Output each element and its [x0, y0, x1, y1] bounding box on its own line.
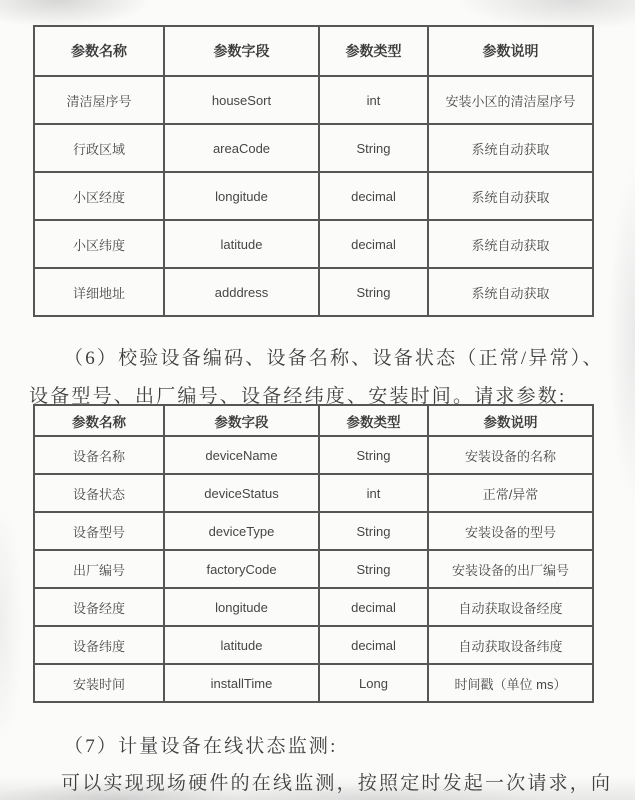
cell-param-field: longitude	[164, 588, 319, 626]
cell-param-type: String	[319, 268, 428, 316]
cell-param-desc: 系统自动获取	[428, 268, 593, 316]
column-header-field: 参数字段	[164, 26, 319, 76]
cell-param-type: decimal	[319, 626, 428, 664]
column-header-name: 参数名称	[34, 26, 164, 76]
column-header-desc: 参数说明	[428, 405, 593, 436]
cell-param-type: Long	[319, 664, 428, 702]
cell-param-name: 设备型号	[34, 512, 164, 550]
column-header-desc: 参数说明	[428, 26, 593, 76]
paragraph-item-7: （7）计量设备在线状态监测:	[64, 736, 338, 757]
cell-param-field: deviceName	[164, 436, 319, 474]
column-header-type: 参数类型	[319, 405, 428, 436]
cell-param-field: adddress	[164, 268, 319, 316]
table-row	[34, 268, 593, 316]
column-header-field: 参数字段	[164, 405, 319, 436]
table-row	[34, 172, 593, 220]
cell-param-type: String	[319, 436, 428, 474]
cell-param-desc: 自动获取设备纬度	[428, 626, 593, 664]
cell-param-name: 清洁屋序号	[34, 76, 164, 124]
table-row	[34, 588, 593, 626]
cell-param-name: 设备状态	[34, 474, 164, 512]
cell-param-name: 小区纬度	[34, 220, 164, 268]
paragraph-item-6-line-2: 设备型号、出厂编号、设备经纬度、安装时间。请求参数:	[29, 386, 567, 407]
cell-param-field: latitude	[164, 626, 319, 664]
parameter-table-device	[33, 404, 594, 703]
table-row	[34, 436, 593, 474]
table-row	[34, 76, 593, 124]
cell-param-type: decimal	[319, 172, 428, 220]
parameter-table-house	[33, 25, 594, 317]
cell-param-type: String	[319, 550, 428, 588]
cell-param-field: factoryCode	[164, 550, 319, 588]
cell-param-field: latitude	[164, 220, 319, 268]
cell-param-field: houseSort	[164, 76, 319, 124]
cell-param-name: 出厂编号	[34, 550, 164, 588]
cell-param-name: 行政区域	[34, 124, 164, 172]
cell-param-field: deviceType	[164, 512, 319, 550]
cell-param-type: decimal	[319, 588, 428, 626]
cell-param-type: String	[319, 512, 428, 550]
cell-param-name: 设备经度	[34, 588, 164, 626]
cell-param-desc: 自动获取设备经度	[428, 588, 593, 626]
table-row	[34, 550, 593, 588]
cell-param-desc: 安装设备的型号	[428, 512, 593, 550]
column-header-name: 参数名称	[34, 405, 164, 436]
cell-param-desc: 安装设备的名称	[428, 436, 593, 474]
cell-param-field: deviceStatus	[164, 474, 319, 512]
cell-param-name: 设备名称	[34, 436, 164, 474]
table-header-row	[34, 26, 593, 76]
cell-param-type: decimal	[319, 220, 428, 268]
cell-param-type: int	[319, 474, 428, 512]
cell-param-desc: 系统自动获取	[428, 220, 593, 268]
cell-param-type: int	[319, 76, 428, 124]
cell-param-name: 设备纬度	[34, 626, 164, 664]
paragraph-body-line: 可以实现现场硬件的在线监测，按照定时发起一次请求，向	[61, 773, 613, 794]
cell-param-name: 小区经度	[34, 172, 164, 220]
cell-param-name: 详细地址	[34, 268, 164, 316]
table-row	[34, 626, 593, 664]
cell-param-field: longitude	[164, 172, 319, 220]
cell-param-desc: 正常/异常	[428, 474, 593, 512]
cell-param-field: areaCode	[164, 124, 319, 172]
cell-param-desc: 安装小区的清洁屋序号	[428, 76, 593, 124]
cell-param-desc: 时间戳（单位 ms）	[428, 664, 593, 702]
table-row	[34, 664, 593, 702]
cell-param-desc: 安装设备的出厂编号	[428, 550, 593, 588]
table-row	[34, 220, 593, 268]
cell-param-name: 安装时间	[34, 664, 164, 702]
paragraph-item-6-line-1: （6）校验设备编码、设备名称、设备状态（正常/异常）、	[64, 348, 604, 369]
cell-param-desc: 系统自动获取	[428, 172, 593, 220]
cell-param-desc: 系统自动获取	[428, 124, 593, 172]
table-row	[34, 124, 593, 172]
cell-param-field: installTime	[164, 664, 319, 702]
cell-param-type: String	[319, 124, 428, 172]
table-row	[34, 474, 593, 512]
table-header-row	[34, 405, 593, 436]
table-row	[34, 512, 593, 550]
column-header-type: 参数类型	[319, 26, 428, 76]
